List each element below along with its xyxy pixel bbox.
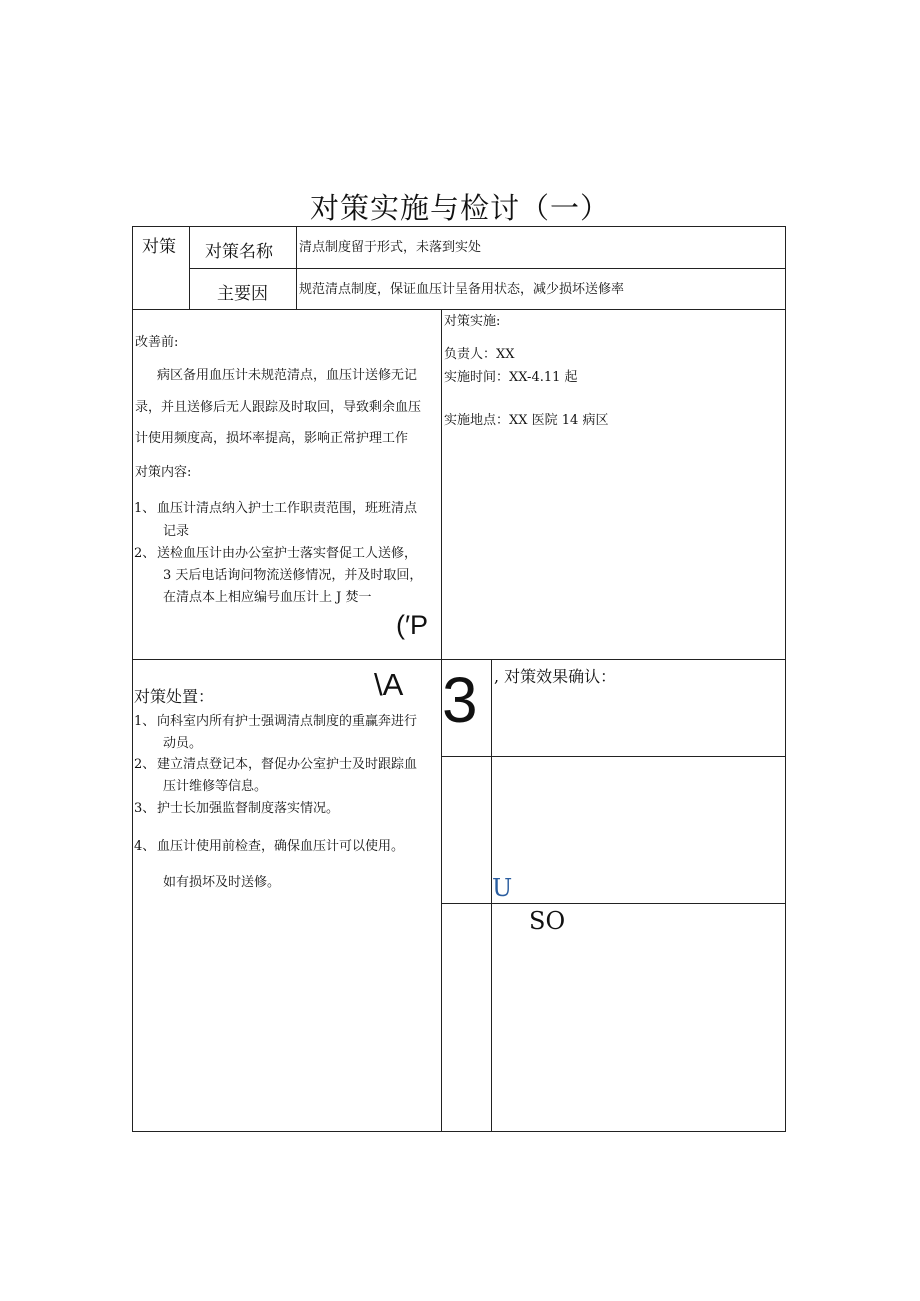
before-line-3: 计使用频度高，损坏率提高，影响正常护理工作	[135, 431, 409, 446]
before-line-2: 录，并且送修后无人跟踪及时取回，导致剩余血压	[135, 400, 422, 415]
disposal-item4-num: 4、	[134, 839, 156, 854]
before-line-1: 病区备用血压计未规范清点，血压计送修无记	[157, 368, 418, 383]
cause-value: 规范清点制度，保证血压计呈备用状态，减少损坏送修率	[299, 282, 625, 297]
disposal-item1-num: 1、	[134, 714, 156, 729]
effect-u-mark: U	[492, 874, 513, 902]
stamp-mark: (′P	[396, 610, 429, 640]
content-item2-line-1: 送检血压计由办公室护士落实督促工人送修，	[157, 546, 418, 561]
implementation-label: 对策实施:	[444, 314, 501, 329]
disposal-label: 对策处置：	[134, 687, 215, 706]
name-value: 清点制度留于形式，未落到实处	[299, 240, 482, 255]
disposal-item3-line-1: 护士长加强监督制度落实情况。	[157, 801, 340, 816]
content-label: 对策内容:	[135, 465, 192, 480]
implementation-time: 实施时间：XX-4.11 起	[444, 370, 578, 385]
effect-label: , 对策效果确认：	[494, 667, 617, 686]
page-title: 对策实施与检讨（一）	[309, 191, 610, 225]
content-item1-num: 1、	[134, 501, 156, 516]
effect-so-mark: SO	[529, 907, 566, 935]
disposal-item1-line-2: 动员。	[163, 736, 203, 751]
implementation-place: 实施地点：XX 医院 14 病区	[444, 413, 609, 428]
disposal-item2-line-1: 建立清点登记本，督促办公室护士及时跟踪血	[157, 757, 418, 772]
content-item1-line-1: 血压计清点纳入护士工作职责范围，班班清点	[157, 501, 418, 516]
content-item2-num: 2、	[134, 546, 156, 561]
effect-big-number: 3	[442, 664, 478, 736]
disposal-note: 如有损坏及时送修。	[163, 875, 281, 890]
disposal-item4-line-1: 血压计使用前检查，确保血压计可以使用。	[157, 839, 405, 854]
disposal-item2-num: 2、	[134, 757, 156, 772]
disposal-item1-line-1: 向科室内所有护士强调清点制度的重赢奔进行	[157, 714, 418, 729]
content-item2-line-3: 在清点本上相应编号血压计上 J 焚一	[163, 590, 372, 605]
content-item1-line-2: 记录	[163, 524, 190, 539]
disposal-item3-num: 3、	[134, 801, 156, 816]
cause-label: 主要因	[217, 284, 268, 304]
implementation-responsible: 负责人：XX	[444, 347, 515, 362]
disposal-item2-line-2: 压计维修等信息。	[163, 779, 268, 794]
name-label: 对策名称	[205, 242, 273, 262]
before-label: 改善前:	[135, 335, 179, 350]
corner-label: 对策	[142, 237, 176, 257]
disposal-mark: \A	[374, 667, 404, 702]
content-item2-line-2: 3 天后电话询问物流送修情况，并及时取回，	[163, 568, 423, 583]
